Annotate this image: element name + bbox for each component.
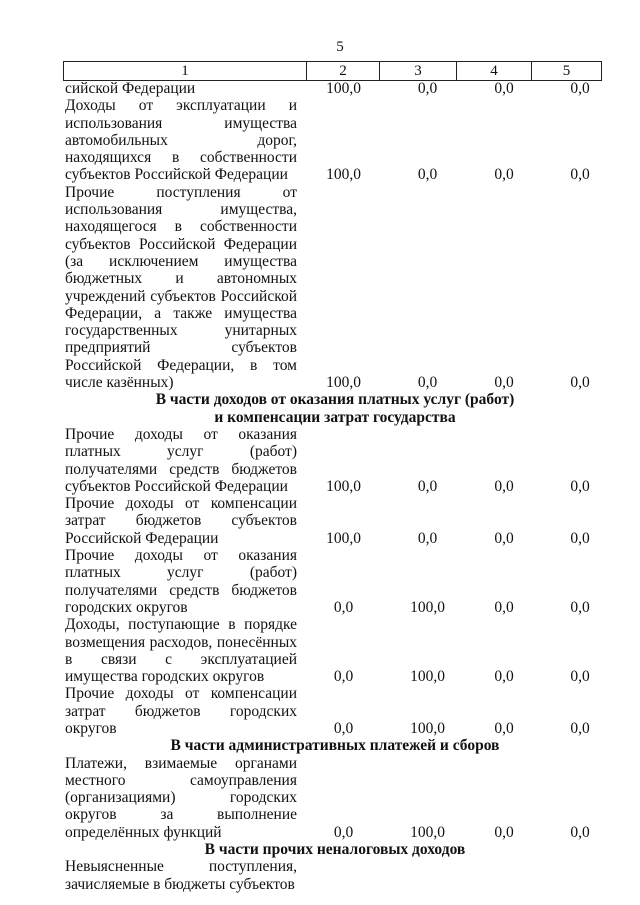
table-row bbox=[0, 184, 640, 392]
value-col-2: 0,0 bbox=[333, 719, 354, 737]
section-heading-line: В части доходов от оказания платных услуг (работ) bbox=[155, 391, 515, 409]
value-col-5: 0,0 bbox=[570, 719, 590, 737]
section-heading bbox=[0, 391, 640, 426]
header-col-1: 1 bbox=[64, 62, 307, 80]
value-col-3: 0,0 bbox=[417, 477, 438, 495]
header-col-3: 3 bbox=[380, 62, 457, 80]
value-col-2: 0,0 bbox=[333, 823, 354, 841]
value-col-4: 0,0 bbox=[494, 668, 514, 686]
value-col-5: 0,0 bbox=[570, 374, 590, 392]
value-col-4: 0,0 bbox=[494, 80, 514, 97]
value-col-2: 100,0 bbox=[326, 80, 361, 97]
table-row bbox=[0, 755, 640, 841]
table-row bbox=[0, 97, 640, 183]
value-col-5: 0,0 bbox=[570, 80, 590, 97]
row-description: Прочие доходы от оказания платных услуг (работ) получателями средств бюджетов субъектов Российской Федерации bbox=[65, 425, 297, 495]
value-col-5: 0,0 bbox=[570, 477, 590, 495]
value-col-3: 100,0 bbox=[410, 668, 445, 686]
table-row bbox=[0, 80, 640, 97]
row-description: сийской Федерации bbox=[65, 80, 196, 97]
value-col-5: 0,0 bbox=[570, 668, 590, 686]
table-row bbox=[0, 547, 640, 616]
table-row bbox=[0, 685, 640, 737]
table-body bbox=[0, 80, 640, 893]
value-col-4: 0,0 bbox=[494, 477, 514, 495]
value-col-2: 100,0 bbox=[326, 477, 361, 495]
value-col-4: 0,0 bbox=[494, 719, 514, 737]
value-col-4: 0,0 bbox=[494, 823, 514, 841]
value-col-3: 0,0 bbox=[417, 529, 438, 547]
value-col-2: 0,0 bbox=[333, 668, 354, 686]
section-heading: В части административных платежей и сборов bbox=[170, 737, 500, 755]
value-col-5: 0,0 bbox=[570, 529, 590, 547]
value-col-3: 0,0 bbox=[417, 80, 438, 97]
row-description: Прочие доходы от компенсации затрат бюджетов субъектов Российской Федерации bbox=[65, 495, 297, 547]
row-description: Прочие поступления от использования имущества, находящегося в собственности субъектов Российской Федерации (за исключением имущества бюджетных и автономных учреждений субъектов Российской Федерации, а также имущества государственных унитарных предприятий субъектов Российской Федерации, в том числе казённых) bbox=[65, 183, 297, 392]
row-description: Невыясненные поступления, зачисляемые в бюджеты субъектов bbox=[65, 858, 297, 893]
value-col-3: 0,0 bbox=[417, 374, 438, 392]
table-row bbox=[0, 616, 640, 685]
row-description: Прочие доходы от компенсации затрат бюджетов городских округов bbox=[65, 685, 297, 737]
table-row bbox=[0, 495, 640, 547]
page-number: 5 bbox=[336, 39, 344, 55]
value-col-5: 0,0 bbox=[570, 166, 590, 184]
value-col-4: 0,0 bbox=[494, 374, 514, 392]
value-col-3: 100,0 bbox=[410, 719, 445, 737]
section-heading-line: и компенсации затрат государства bbox=[214, 408, 456, 426]
value-col-3: 100,0 bbox=[410, 823, 445, 841]
value-col-4: 0,0 bbox=[494, 598, 514, 616]
header-col-2: 2 bbox=[307, 62, 380, 80]
table-header bbox=[63, 61, 602, 81]
value-col-2: 0,0 bbox=[333, 598, 354, 616]
header-col-4: 4 bbox=[457, 62, 532, 80]
value-col-5: 0,0 bbox=[570, 598, 590, 616]
header-col-5: 5 bbox=[562, 63, 571, 79]
value-col-3: 100,0 bbox=[410, 598, 445, 616]
table-row bbox=[0, 858, 640, 893]
value-col-2: 100,0 bbox=[326, 374, 361, 392]
value-col-2: 100,0 bbox=[326, 166, 361, 184]
row-description: Платежи, взимаемые органами местного самоуправления (организациями) городских округов за выполнение определённых функций bbox=[65, 754, 297, 841]
row-description: Доходы от эксплуатации и использования имущества автомобильных дорог, находящихся в собственности субъектов Российской Федерации bbox=[65, 97, 297, 184]
section-heading: В части прочих неналоговых доходов bbox=[204, 841, 466, 859]
value-col-5: 0,0 bbox=[570, 823, 590, 841]
row-description: Прочие доходы от оказания платных услуг (работ) получателями средств бюджетов городских округов bbox=[65, 547, 297, 616]
value-col-4: 0,0 bbox=[494, 166, 514, 184]
row-description: Доходы, поступающие в порядке возмещения расходов, понесённых в связи с эксплуатацией имущества городских округов bbox=[65, 616, 297, 686]
table-row bbox=[0, 426, 640, 495]
value-col-4: 0,0 bbox=[494, 529, 514, 547]
value-col-2: 100,0 bbox=[326, 529, 361, 547]
value-col-3: 0,0 bbox=[417, 166, 438, 184]
